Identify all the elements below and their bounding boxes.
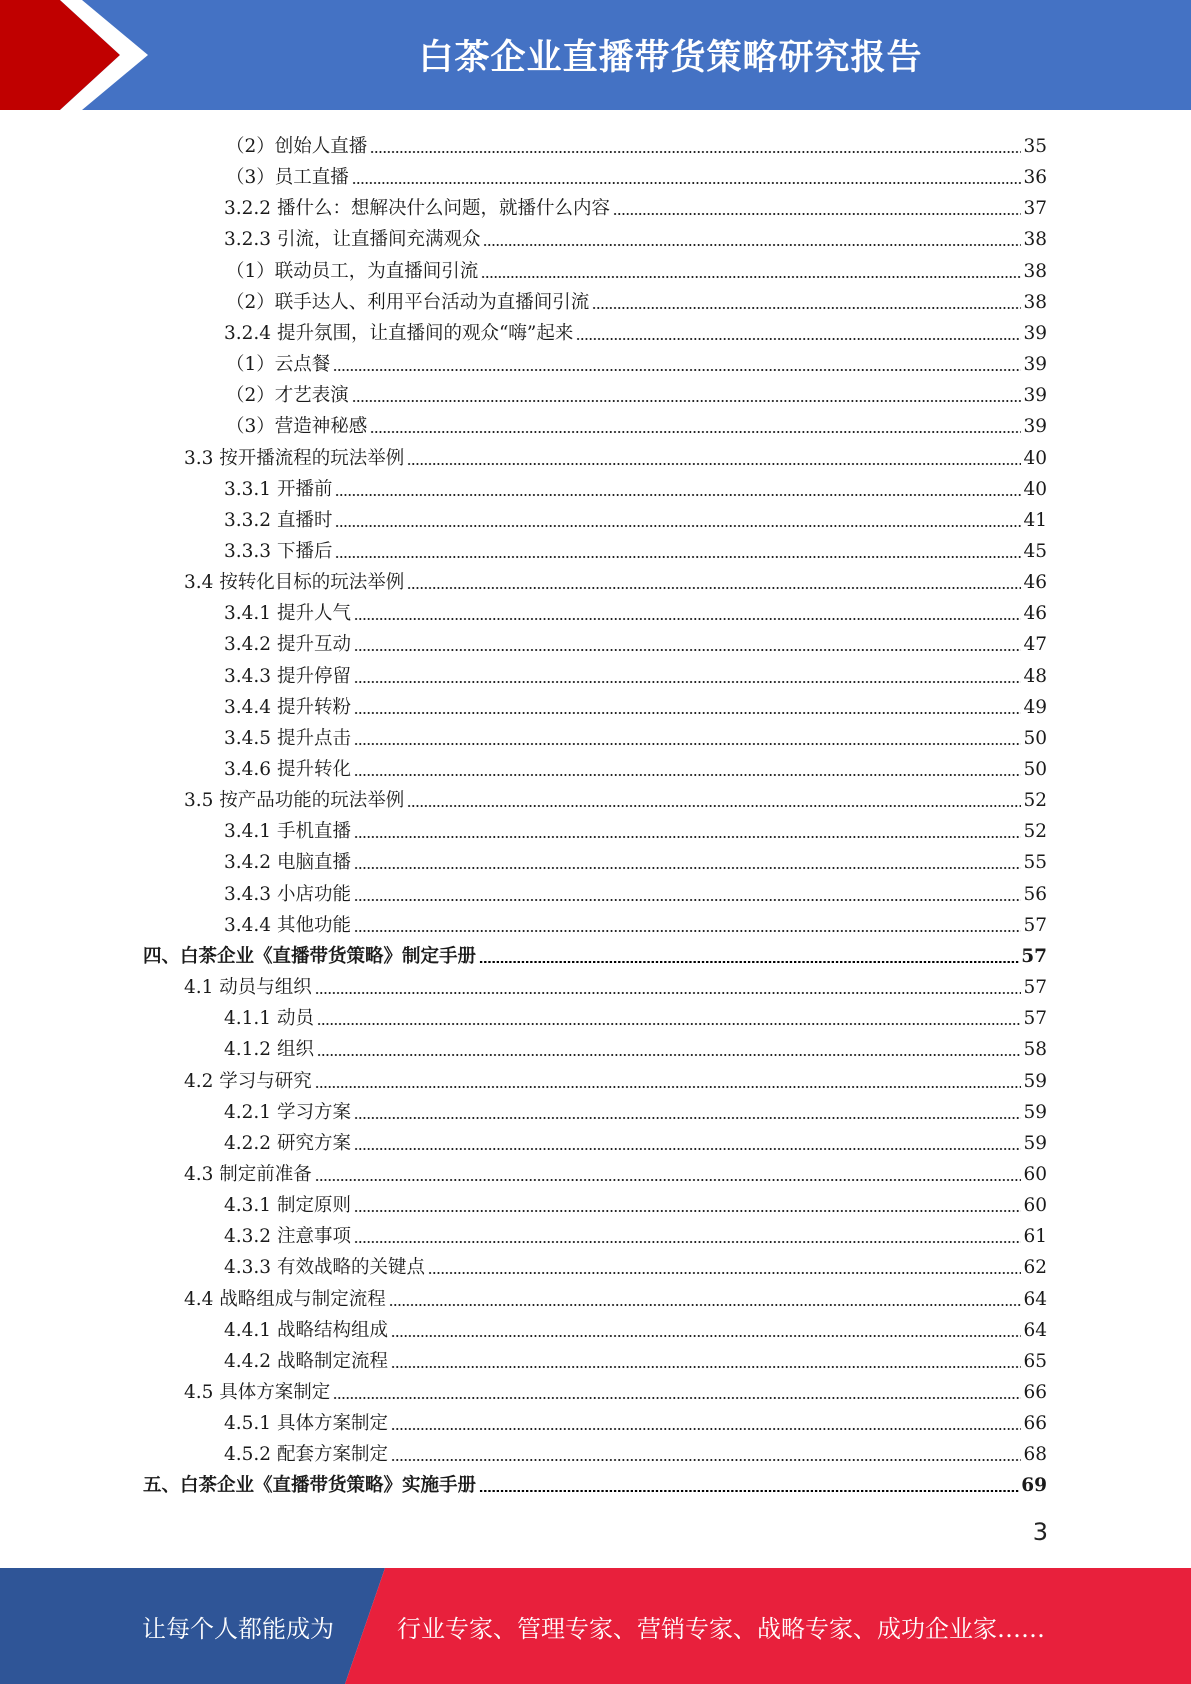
- toc-entry-label: 3.4.3 提升停留: [224, 665, 351, 687]
- toc-entry[interactable]: [224, 720, 1047, 751]
- toc-entry-page: 38: [1023, 229, 1047, 251]
- toc-entry[interactable]: [226, 346, 1047, 377]
- toc-leader-dots: [354, 930, 1022, 932]
- toc-entry-label: 3.4.3 小店功能: [224, 883, 351, 905]
- toc-entry-page: 58: [1023, 1039, 1047, 1061]
- toc-entry[interactable]: [224, 1125, 1047, 1156]
- toc-entry[interactable]: [224, 502, 1047, 533]
- toc-leader-dots: [479, 961, 1019, 963]
- toc-leader-dots: [354, 774, 1022, 776]
- toc-entry-page: 57: [1021, 945, 1047, 967]
- toc-entry-label: （2）联手达人、利用平台活动为直播间引流: [226, 291, 590, 313]
- toc-entry-label: 4.3.1 制定原则: [224, 1195, 351, 1217]
- toc-entry-page: 60: [1023, 1195, 1047, 1217]
- toc-entry[interactable]: [184, 782, 1047, 813]
- toc-leader-dots: [354, 836, 1022, 838]
- toc-entry-label: 3.3.2 直播时: [224, 509, 333, 531]
- toc-entry-label: 3.4.1 提升人气: [224, 603, 351, 625]
- toc-leader-dots: [592, 307, 1021, 309]
- toc-entry-page: 52: [1023, 790, 1047, 812]
- toc-entry-label: 五、白茶企业《直播带货策略》实施手册: [143, 1475, 477, 1497]
- toc-entry-label: 3.4.1 手机直播: [224, 821, 351, 843]
- toc-leader-dots: [613, 213, 1021, 215]
- toc-entry-label: 3.4.2 电脑直播: [224, 852, 351, 874]
- toc-leader-dots: [315, 992, 1022, 994]
- toc-entry-page: 39: [1023, 416, 1047, 438]
- toc-entry-page: 59: [1023, 1132, 1047, 1154]
- toc-entry[interactable]: [224, 1031, 1047, 1062]
- toc-leader-dots: [391, 1335, 1021, 1337]
- toc-entry[interactable]: [184, 1281, 1047, 1312]
- toc-entry-page: 40: [1023, 447, 1047, 469]
- toc-entry[interactable]: [224, 1343, 1047, 1374]
- toc-entry-label: 4.1.1 动员: [224, 1008, 314, 1030]
- toc-entry-label: 4.2 学习与研究: [184, 1070, 312, 1092]
- toc-entry-label: 4.3.3 有效战略的关键点: [224, 1257, 425, 1279]
- toc-entry[interactable]: [184, 1156, 1047, 1187]
- footer-slogan-left: 让每个人都能成为: [142, 1614, 334, 1643]
- toc-entry-label: 3.4.5 提升点击: [224, 727, 351, 749]
- toc-entry[interactable]: [224, 1312, 1047, 1343]
- toc-entry-label: 4.5 具体方案制定: [184, 1382, 331, 1403]
- toc-leader-dots: [352, 182, 1022, 184]
- toc-entry-label: （3）营造神秘感: [226, 416, 368, 438]
- toc-leader-dots: [391, 1428, 1021, 1430]
- toc-entry-page: 59: [1023, 1070, 1047, 1092]
- toc-entry-page: 38: [1023, 291, 1047, 313]
- toc-entry[interactable]: [226, 253, 1047, 284]
- toc-entry-page: 57: [1023, 914, 1047, 936]
- toc-leader-dots: [315, 1179, 1022, 1181]
- toc-leader-dots: [333, 1397, 1021, 1399]
- toc-entry[interactable]: [224, 315, 1047, 346]
- toc-entry-label: （2）才艺表演: [226, 385, 349, 407]
- toc-entry-page: 40: [1023, 478, 1047, 500]
- toc-entry-page: 39: [1023, 322, 1047, 344]
- toc-entry[interactable]: [224, 471, 1047, 502]
- toc-leader-dots: [354, 681, 1022, 683]
- toc-entry-label: 3.2.2 播什么：想解决什么问题，就播什么内容: [224, 198, 610, 220]
- toc-leader-dots: [354, 743, 1022, 745]
- toc-entry-label: 3.3.1 开播前: [224, 478, 333, 500]
- toc-leader-dots: [479, 1490, 1019, 1492]
- toc-leader-dots: [407, 463, 1021, 465]
- toc-entry-label: 3.3 按开播流程的玩法举例: [184, 447, 405, 469]
- toc-entry-label: 四、白茶企业《直播带货策略》制定手册: [143, 945, 477, 967]
- toc-entry-label: 3.4.6 提升转化: [224, 759, 351, 780]
- toc-entry-page: 48: [1023, 665, 1047, 687]
- toc-entry-page: 37: [1023, 198, 1047, 220]
- toc-entry[interactable]: [224, 595, 1047, 626]
- toc-entry[interactable]: [224, 190, 1047, 221]
- toc-entry-page: 69: [1021, 1475, 1047, 1497]
- toc-entry[interactable]: [226, 284, 1047, 315]
- toc-entry-page: 66: [1023, 1413, 1047, 1435]
- toc-entry[interactable]: [184, 1374, 1047, 1405]
- toc-entry[interactable]: [224, 1094, 1047, 1125]
- page-number: 3: [1032, 1518, 1048, 1546]
- toc-leader-dots: [354, 1148, 1022, 1150]
- toc-entry-page: 41: [1023, 509, 1047, 531]
- toc-entry[interactable]: [226, 159, 1047, 190]
- toc-entry[interactable]: [224, 1436, 1047, 1467]
- toc-entry-label: （3）员工直播: [226, 167, 349, 189]
- toc-leader-dots: [391, 1366, 1021, 1368]
- toc-leader-dots: [407, 587, 1021, 589]
- toc-entry[interactable]: [226, 128, 1047, 159]
- toc-entry[interactable]: [224, 907, 1047, 938]
- toc-entry[interactable]: [224, 689, 1047, 720]
- toc-entry-page: 52: [1023, 821, 1047, 843]
- toc-entry[interactable]: [184, 1063, 1047, 1094]
- toc-entry-page: 46: [1023, 572, 1047, 594]
- toc-leader-dots: [335, 494, 1021, 496]
- toc-entry-label: 4.4 战略组成与制定流程: [184, 1288, 386, 1310]
- toc-entry-page: 46: [1023, 603, 1047, 625]
- toc-entry[interactable]: [224, 221, 1047, 252]
- toc-entry[interactable]: [224, 844, 1047, 875]
- toc-leader-dots: [354, 649, 1022, 651]
- toc-leader-dots: [317, 1054, 1022, 1056]
- toc-entry-label: 4.1 动员与组织: [184, 977, 312, 999]
- toc-entry-page: 35: [1023, 136, 1047, 157]
- toc-entry[interactable]: [224, 658, 1047, 689]
- toc-entry[interactable]: [184, 564, 1047, 595]
- toc-entry-label: 4.2.2 研究方案: [224, 1132, 351, 1154]
- toc-entry[interactable]: [184, 969, 1047, 1000]
- toc-leader-dots: [428, 1272, 1021, 1274]
- toc-entry-page: 57: [1023, 1008, 1047, 1030]
- toc-entry-page: 49: [1023, 696, 1047, 718]
- toc-entry-label: 3.4.2 提升互动: [224, 634, 351, 656]
- toc-entry[interactable]: [224, 1405, 1047, 1436]
- toc-entry-label: 4.1.2 组织: [224, 1039, 314, 1061]
- toc-leader-dots: [315, 1086, 1022, 1088]
- toc-leader-dots: [481, 276, 1021, 278]
- toc-entry-page: 38: [1023, 260, 1047, 282]
- toc-leader-dots: [335, 556, 1021, 558]
- toc-entry[interactable]: [226, 408, 1047, 439]
- toc-entry-page: 65: [1023, 1350, 1047, 1372]
- toc-entry-page: 64: [1023, 1288, 1047, 1310]
- toc-entry-page: 39: [1023, 385, 1047, 407]
- toc-entry-page: 62: [1023, 1257, 1047, 1279]
- toc-entry-page: 61: [1023, 1226, 1047, 1248]
- toc-leader-dots: [317, 1023, 1022, 1025]
- toc-entry[interactable]: [224, 626, 1047, 657]
- toc-entry-page: 66: [1023, 1382, 1047, 1403]
- toc-leader-dots: [354, 1210, 1022, 1212]
- page-footer: [0, 1568, 1191, 1684]
- toc-entry[interactable]: [224, 1187, 1047, 1218]
- toc-leader-dots: [354, 1241, 1022, 1243]
- toc-entry[interactable]: [224, 876, 1047, 907]
- toc-leader-dots: [354, 712, 1022, 714]
- toc-leader-dots: [352, 400, 1022, 402]
- toc-entry-page: 68: [1023, 1444, 1047, 1466]
- toc-entry[interactable]: [224, 1249, 1047, 1280]
- toc-entry-page: 45: [1023, 540, 1047, 562]
- page-header: [0, 0, 1191, 110]
- toc-entry-label: 3.2.4 提升氛围，让直播间的观众“嗨”起来: [224, 322, 574, 344]
- toc-leader-dots: [354, 899, 1022, 901]
- toc-entry-page: 59: [1023, 1101, 1047, 1123]
- toc-entry-page: 64: [1023, 1319, 1047, 1341]
- toc-entry-label: 3.4.4 提升转粉: [224, 696, 351, 718]
- toc-entry-label: 3.3.3 下播后: [224, 540, 333, 562]
- toc-entry-label: 3.2.3 引流，让直播间充满观众: [224, 229, 481, 251]
- toc-entry-label: 3.5 按产品功能的玩法举例: [184, 790, 405, 812]
- toc-entry-label: （1）联动员工，为直播间引流: [226, 260, 479, 282]
- footer-slogan-right: 行业专家、管理专家、营销专家、战略专家、成功企业家……: [397, 1614, 1045, 1643]
- toc-leader-dots: [576, 338, 1021, 340]
- toc-entry-page: 55: [1023, 852, 1047, 874]
- toc-entry[interactable]: [224, 751, 1047, 782]
- toc-entry-page: 60: [1023, 1163, 1047, 1185]
- toc-entry-label: （1）云点餐: [226, 354, 331, 376]
- toc-entry-label: 3.4 按转化目标的玩法举例: [184, 572, 405, 594]
- toc-leader-dots: [354, 867, 1022, 869]
- toc-entry[interactable]: [224, 1218, 1047, 1249]
- toc-leader-dots: [370, 151, 1021, 153]
- toc-entry-label: 4.5.1 具体方案制定: [224, 1413, 388, 1435]
- toc-leader-dots: [407, 805, 1021, 807]
- toc-entry-page: 50: [1023, 727, 1047, 749]
- toc-entry-label: 4.3.2 注意事项: [224, 1226, 351, 1248]
- toc-entry-page: 56: [1023, 883, 1047, 905]
- toc-entry-label: 4.4.1 战略结构组成: [224, 1319, 388, 1341]
- toc-entry-label: （2）创始人直播: [226, 136, 368, 157]
- toc-entry-page: 57: [1023, 977, 1047, 999]
- toc-leader-dots: [354, 618, 1022, 620]
- toc-entry[interactable]: [224, 813, 1047, 844]
- toc-entry-label: 3.4.4 其他功能: [224, 914, 351, 936]
- toc-leader-dots: [391, 1459, 1021, 1461]
- toc-leader-dots: [335, 525, 1021, 527]
- toc-entry[interactable]: [184, 440, 1047, 471]
- toc-entry-label: 4.5.2 配套方案制定: [224, 1444, 388, 1466]
- report-title: 白茶企业直播带货策略研究报告: [418, 38, 923, 78]
- toc-leader-dots: [370, 431, 1021, 433]
- toc-entry-page: 36: [1023, 167, 1047, 189]
- toc-entry-label: 4.2.1 学习方案: [224, 1101, 351, 1123]
- toc-entry[interactable]: [143, 938, 1047, 969]
- toc-leader-dots: [333, 369, 1021, 371]
- toc-entry[interactable]: [224, 1000, 1047, 1031]
- toc-entry[interactable]: [224, 533, 1047, 564]
- toc-entry-page: 39: [1023, 354, 1047, 376]
- toc-entry-label: 4.4.2 战略制定流程: [224, 1350, 388, 1372]
- toc-entry[interactable]: [226, 377, 1047, 408]
- toc-entry[interactable]: [143, 1467, 1047, 1498]
- toc-leader-dots: [354, 1117, 1022, 1119]
- toc-entry-page: 50: [1023, 759, 1047, 780]
- toc-entry-page: 47: [1023, 634, 1047, 656]
- toc-entry-label: 4.3 制定前准备: [184, 1163, 312, 1185]
- toc-leader-dots: [483, 244, 1021, 246]
- toc-leader-dots: [389, 1304, 1022, 1306]
